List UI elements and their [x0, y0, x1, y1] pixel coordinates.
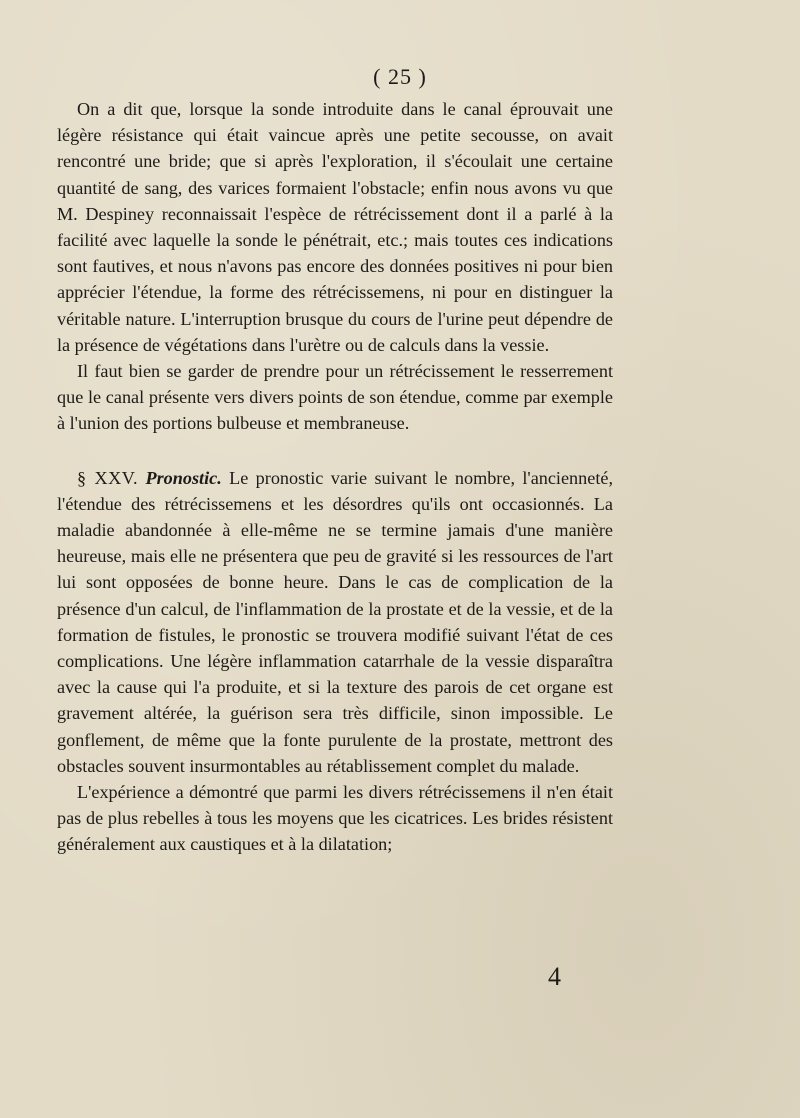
section-pronostic [57, 465, 613, 779]
paragraph-experience: L'expérience a démontré que parmi les divers rétrécissemens il n'en était pas de plus rebelles à tous les moyens que les cicatrices. Les brides résistent généralement aux caustiques et à la dilatation; [57, 782, 613, 855]
paragraph-identification: On a dit que, lorsque la sonde introduite dans le canal éprouvait une légère résistance qui était vaincue après une petite secousse, on avait rencontré une bride; que si après l'exploration, il s'écoulait une certaine quantité de sang, des varices formaient l'obstacle; enfin nous avons vu que M. Despiney reconnaissait l'espèce de rétrécissement dont il a parlé à la facilité avec laquelle la sonde le pénétrait, etc.; mais toutes ces indications sont fautives, et nous n'avons pas encore des données positives ni pour bien apprécier l'étendue, la forme des rétrécissemens, ni pour en distinguer la véritable nature. L'interruption brusque du cours de l'urine peut dépendre de la présence de végétations dans l'urètre ou de calculs dans la vessie. [57, 99, 613, 355]
page-number: ( 25 ) [373, 64, 427, 89]
signature-mark: 4 [548, 962, 561, 991]
section-title: Pronostic. [145, 467, 222, 488]
paragraph-pronostic: Le pronostic varie suivant le nombre, l'ancienneté, l'étendue des rétrécissemens et les désordres qu'ils ont occasionnés. La maladie abandonnée à elle-même ne se termine jamais d'une manière heureuse, mais elle ne présentera que peu de gravité si les ressources de l'art lui sont opposées de bonne heure. Dans le cas de complication de la présence d'un calcul, de l'inflammation de la prostate et de la vessie, et de la formation de fistules, le pronostic se trouvera modifié suivant l'état de ces complications. Une légère inflammation catarrhale de la vessie disparaîtra avec la cause qui l'a produite, et si la texture des parois de cet organe est gravement altérée, la guérison sera très difficile, sinon impossible. Le gonflement, de même que la fonte purulente de la prostate, mettront des obstacles souvent insurmontables au rétablissement complet du malade. [57, 467, 613, 776]
section-gap [57, 437, 613, 465]
section-number: § XXV. [77, 467, 139, 488]
body-text [57, 96, 613, 858]
paragraph-caution: Il faut bien se garder de prendre pour un rétrécissement le resserrement que le canal présente vers divers points de son étendue, comme par exemple à l'union des portions bulbeuse et membraneuse. [57, 361, 613, 434]
